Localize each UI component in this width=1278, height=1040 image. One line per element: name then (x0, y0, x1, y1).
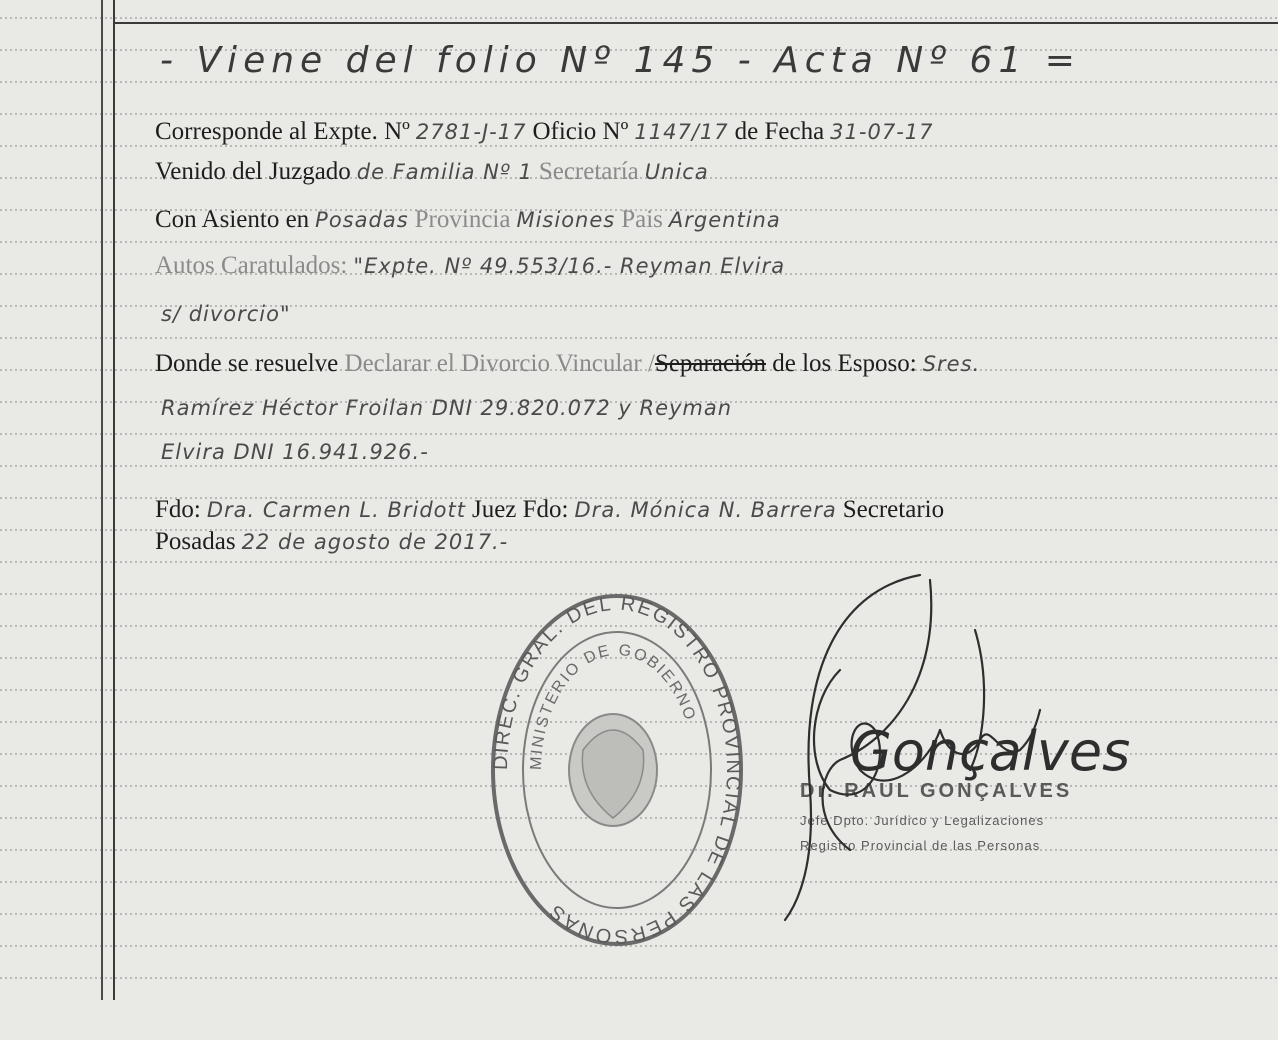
line-esposos-cont-2 (155, 438, 435, 466)
label-oficio: Oficio Nº (532, 118, 629, 145)
value-expte: 2781-J-17 (415, 120, 527, 144)
label-secretaria: Secretaría (538, 158, 639, 185)
handwritten-heading: - Viene del folio Nº 145 - Acta Nº 61 = (160, 40, 1081, 81)
line-resolucion (155, 350, 986, 378)
line-juzgado (155, 158, 715, 186)
line-asiento (155, 206, 787, 234)
line-firmas (155, 496, 944, 524)
top-border-line (113, 22, 1278, 24)
value-autos-1: "Expte. Nº 49.553/16.- Reyman Elvira (353, 254, 786, 278)
label-esposos: de los Esposo: (772, 350, 917, 377)
margin-line-outer (101, 0, 103, 1000)
line-expediente (155, 118, 940, 146)
value-provincia: Misiones (516, 208, 616, 232)
label-secretario: Secretario (842, 496, 945, 523)
label-provincia: Provincia (414, 206, 511, 233)
value-autos-2: s/ divorcio" (161, 302, 291, 326)
seal-emblem-icon (569, 714, 657, 826)
value-fecha: 31-07-17 (830, 120, 934, 144)
value-secretario: Dra. Mónica N. Barrera (574, 498, 837, 522)
label-venido: Venido del Juzgado (155, 158, 351, 185)
value-asiento: Posadas (315, 208, 409, 232)
stamp-office: Registro Provincial de las Personas (800, 838, 1041, 853)
value-juez: Dra. Carmen L. Bridott (206, 498, 466, 522)
label-asiento: Con Asiento en (155, 206, 310, 233)
label-declarar: Declarar el Divorcio Vincular / (344, 350, 655, 377)
value-esposos-1: Sres. (922, 352, 981, 376)
label-fecha: de Fecha (734, 118, 825, 145)
label-donde: Donde se resuelve (155, 350, 339, 377)
label-fdo: Fdo: (155, 496, 201, 523)
label-autos: Autos Caratulados: (155, 252, 348, 279)
line-autos-cont (155, 300, 297, 328)
line-posadas (155, 528, 514, 556)
value-oficio: 1147/17 (634, 120, 729, 144)
seal-inner-text: MINISTERIO DE GOBIERNO (527, 641, 699, 771)
seal-outer-text: DIREC. GRAL. DEL REGISTRO PROVINCIAL DE LAS PERSONAS (489, 592, 745, 948)
value-esposos-3: Elvira DNI 16.941.926.- (161, 440, 429, 464)
label-separacion: Separación (654, 350, 766, 377)
line-autos (155, 252, 791, 280)
label-juez: Juez Fdo: (471, 496, 569, 523)
handwritten-signature (690, 560, 1131, 930)
label-pais: Pais (621, 206, 663, 233)
value-secretaria: Unica (644, 160, 709, 184)
stamp-name: Dr. RAUL GONÇALVES (800, 780, 1073, 802)
line-esposos-cont-1 (155, 394, 738, 422)
value-esposos-2: Ramírez Héctor Froilan DNI 29.820.072 y Reyman (161, 396, 733, 420)
value-pais: Argentina (668, 208, 781, 232)
label-expte: Corresponde al Expte. Nº (155, 118, 410, 145)
margin-line (113, 0, 115, 1000)
value-fecha-posadas: 22 de agosto de 2017.- (241, 530, 509, 554)
stamp-title: Jefe Dpto. Jurídico y Legalizaciones (800, 813, 1045, 828)
value-juzgado: de Familia Nº 1 (356, 160, 533, 184)
label-posadas: Posadas (155, 528, 236, 555)
signature-name: Gonçalves (850, 720, 1131, 783)
